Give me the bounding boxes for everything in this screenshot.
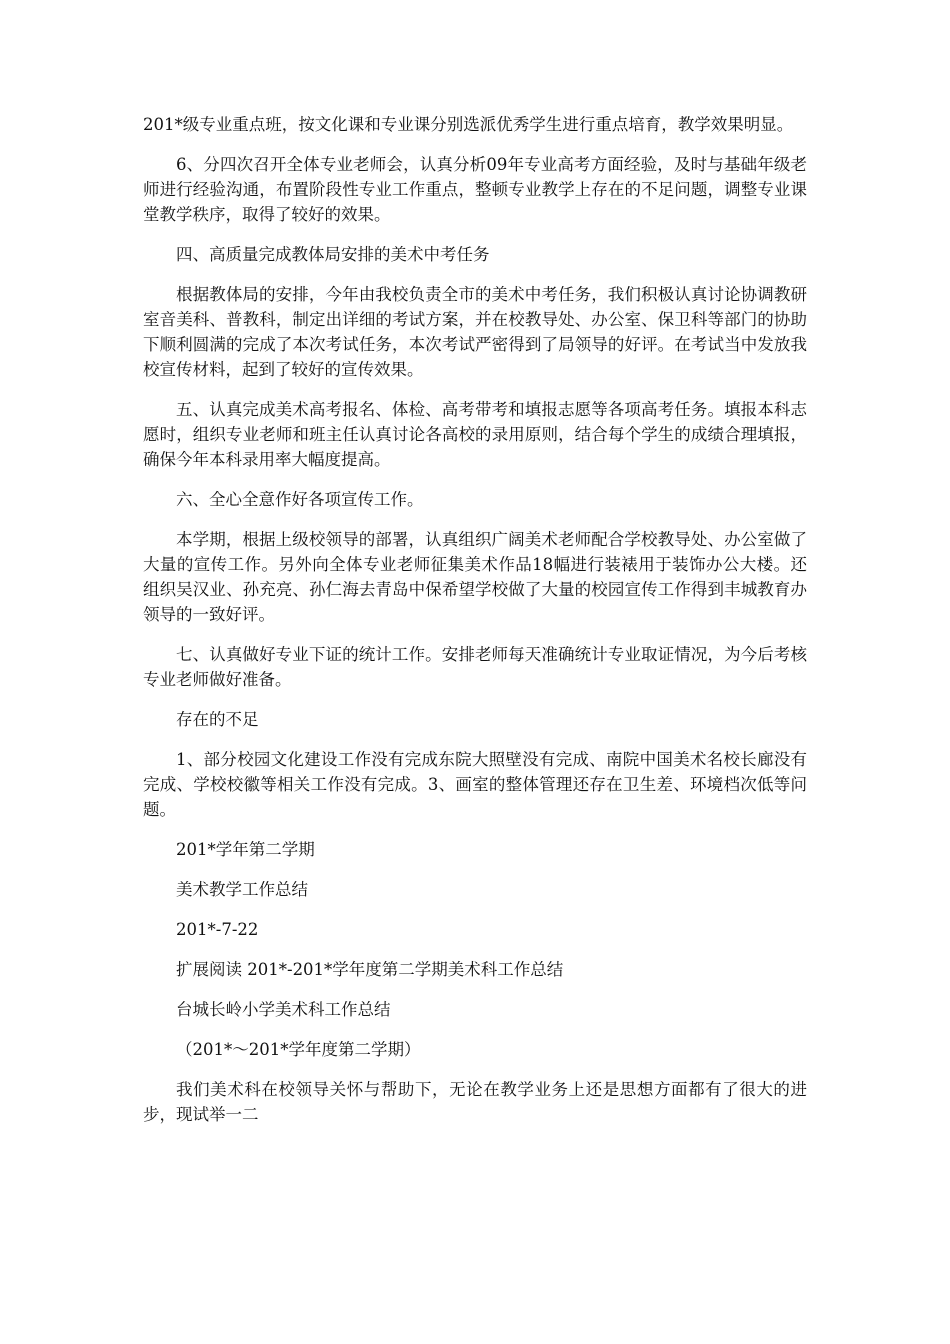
section-heading-4: 四、高质量完成教体局安排的美术中考任务: [176, 245, 490, 264]
school-year-label: （201*～201*学年度第二学期）: [176, 1040, 421, 1059]
school-summary-title: 台城长岭小学美术科工作总结: [176, 1000, 391, 1019]
section-heading-6: 六、全心全意作好各项宣传工作。: [176, 490, 424, 509]
paragraph-1: 201*级专业重点班，按文化课和专业课分别选派优秀学生进行重点培育，教学效果明显。: [143, 115, 794, 134]
semester-label: 201*学年第二学期: [176, 840, 315, 859]
paragraph-5: 1、部分校园文化建设工作没有完成东院大照壁没有完成、南院中国美术名校长廊没有完成、学校校徽等相关工作没有完成。3、画室的整体管理还存在卫生差、环境档次低等问题。: [143, 750, 807, 819]
summary-title: 美术教学工作总结: [176, 880, 308, 899]
date-line: 201*-7-22: [176, 920, 259, 939]
section-heading-7: 七、认真做好专业下证的统计工作。安排老师每天准确统计专业取证情况，为今后考核专业老师做好准备。: [143, 645, 807, 689]
shortcomings-heading: 存在的不足: [176, 710, 259, 729]
paragraph-2: 6、分四次召开全体专业老师会，认真分析09年专业高考方面经验，及时与基础年级老师进行经验沟通，布置阶段性专业工作重点，整顿专业教学上存在的不足问题，调整专业课堂教学秩序，取得了较好的效果。: [143, 155, 807, 224]
paragraph-4: 本学期，根据上级校领导的部署，认真组织广阔美术老师配合学校教导处、办公室做了大量的宣传工作。另外向全体专业老师征集美术作品18幅进行装裱用于装饰办公大楼。还组织吴汉业、孙充亮、孙仁海去青岛中保希望学校做了大量的校园宣传工作得到丰城教育办领导的一致好评。: [143, 530, 807, 624]
paragraph-3: 根据教体局的安排，今年由我校负责全市的美术中考任务，我们积极认真讨论协调教研室音美科、普教科，制定出详细的考试方案，并在校教导处、办公室、保卫科等部门的协助下顺利圆满的完成了本次考试任务，本次考试严密得到了局领导的好评。在考试当中发放我校宣传材料，起到了较好的宣传效果。: [143, 285, 807, 379]
document-body: [143, 112, 807, 1142]
section-heading-5: 五、认真完成美术高考报名、体检、高考带考和填报志愿等各项高考任务。填报本科志愿时，组织专业老师和班主任认真讨论各高校的录用原则，结合每个学生的成绩合理填报，确保今年本科录用率大幅度提高。: [143, 400, 807, 469]
extended-reading-title: 扩展阅读 201*-201*学年度第二学期美术科工作总结: [176, 960, 564, 979]
paragraph-6: 我们美术科在校领导关怀与帮助下，无论在教学业务上还是思想方面都有了很大的进步，现试举一二: [143, 1080, 807, 1124]
